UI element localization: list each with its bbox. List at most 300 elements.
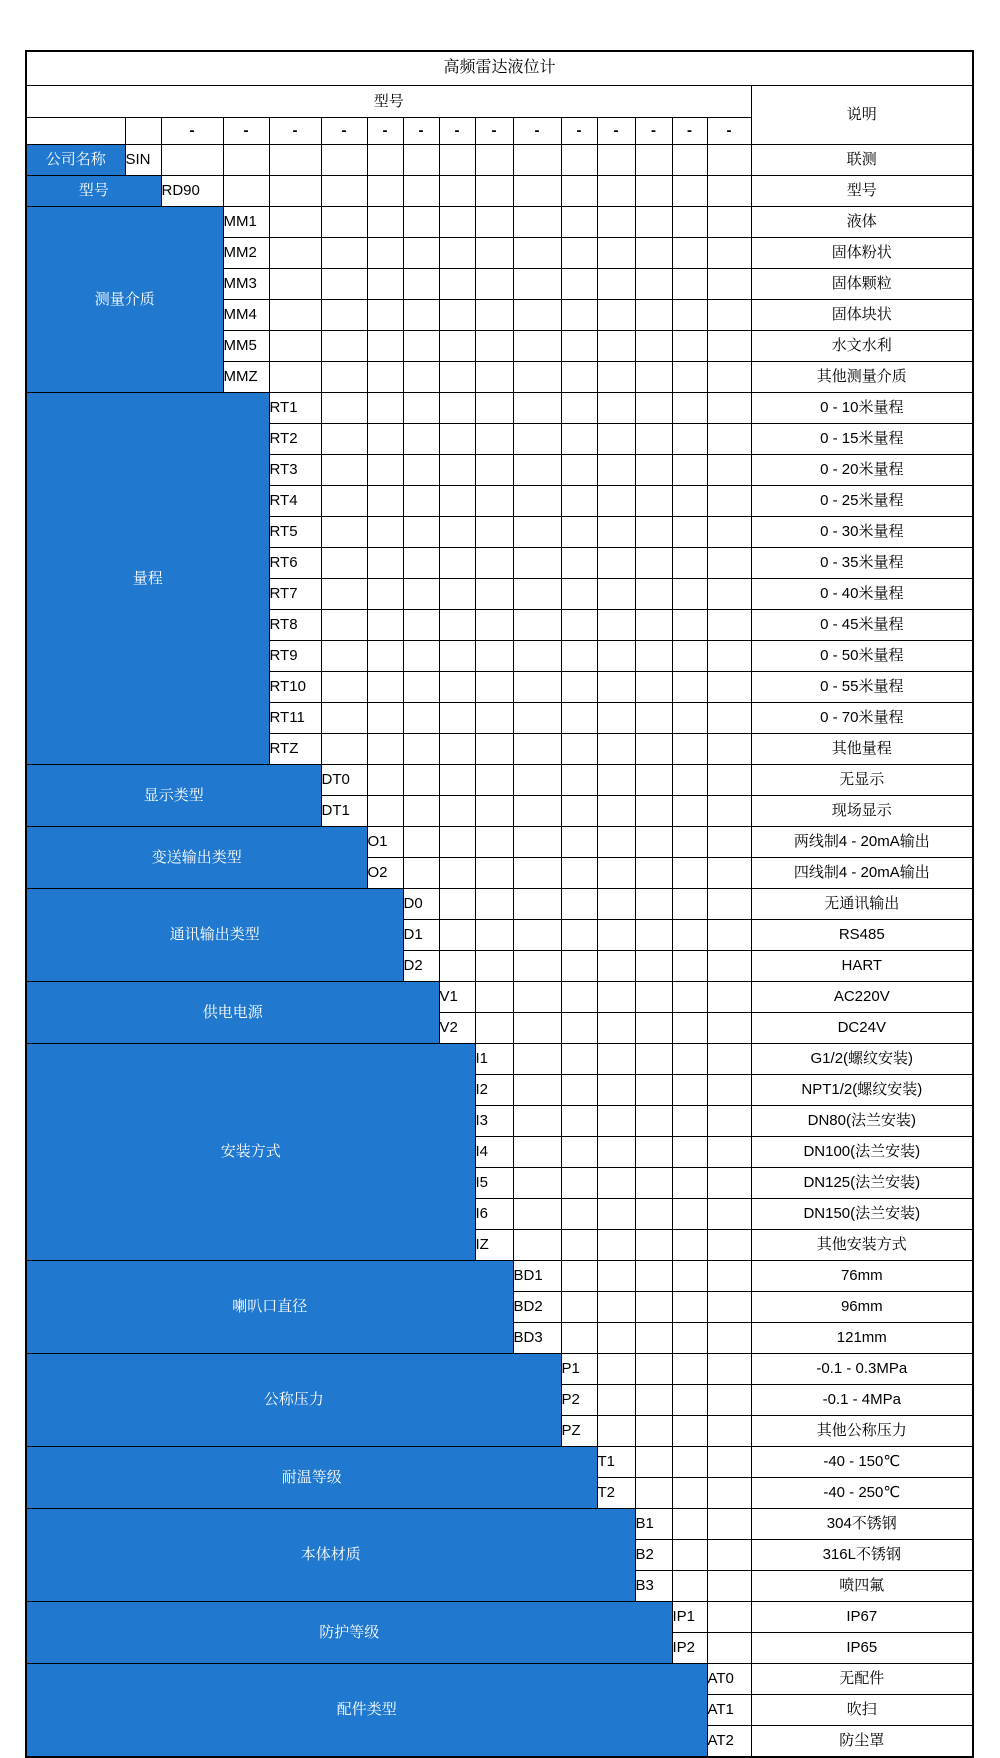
grid-cell-empty — [367, 486, 403, 517]
grid-cell-empty — [635, 1230, 672, 1261]
description-cell: AC220V — [751, 982, 973, 1013]
grid-cell-empty — [561, 424, 597, 455]
grid-cell-empty — [561, 145, 597, 176]
code-cell: IP2 — [672, 1633, 707, 1664]
description-cell: 固体块状 — [751, 300, 973, 331]
grid-cell-empty — [672, 703, 707, 734]
grid-cell-empty — [403, 703, 439, 734]
code-cell: AT1 — [707, 1695, 751, 1726]
code-cell: RT1 — [269, 393, 321, 424]
grid-cell-empty — [707, 238, 751, 269]
grid-cell-empty — [707, 1168, 751, 1199]
grid-cell-empty — [513, 238, 561, 269]
code-cell: I6 — [475, 1199, 513, 1230]
grid-cell-empty — [707, 796, 751, 827]
grid-cell-empty — [597, 548, 635, 579]
code-cell: SIN — [125, 145, 161, 176]
grid-cell-empty — [403, 176, 439, 207]
description-cell: HART — [751, 951, 973, 982]
grid-cell-empty — [707, 486, 751, 517]
grid-cell-empty — [597, 393, 635, 424]
grid-cell-empty — [672, 1230, 707, 1261]
grid-cell-empty — [269, 176, 321, 207]
grid-cell-empty — [561, 641, 597, 672]
code-cell: IP1 — [672, 1602, 707, 1633]
grid-cell-empty — [672, 145, 707, 176]
grid-cell-empty — [403, 579, 439, 610]
grid-cell-empty — [475, 1013, 513, 1044]
grid-cell-empty — [439, 548, 475, 579]
grid-cell-empty — [321, 145, 367, 176]
grid-cell-empty — [561, 765, 597, 796]
grid-cell-empty — [635, 548, 672, 579]
grid-cell-empty — [513, 300, 561, 331]
dash-separator: - — [707, 118, 751, 145]
grid-cell-empty — [269, 331, 321, 362]
description-cell: 四线制4 - 20mA输出 — [751, 858, 973, 889]
grid-cell-empty — [635, 455, 672, 486]
dash-separator: - — [403, 118, 439, 145]
grid-cell-empty — [672, 1261, 707, 1292]
code-cell: RT11 — [269, 703, 321, 734]
grid-cell-empty — [403, 455, 439, 486]
grid-cell-empty — [439, 672, 475, 703]
description-cell: DN150(法兰安装) — [751, 1199, 973, 1230]
description-cell: 121mm — [751, 1323, 973, 1354]
grid-cell-empty — [403, 765, 439, 796]
category-transmitter-output-type: 变送输出类型 — [26, 827, 367, 889]
grid-cell-empty — [439, 610, 475, 641]
grid-cell-empty — [513, 1230, 561, 1261]
code-cell: T2 — [597, 1478, 635, 1509]
grid-cell-empty — [707, 1602, 751, 1633]
table-title: 高频雷达液位计 — [26, 51, 973, 86]
grid-cell-empty — [597, 145, 635, 176]
table-row — [26, 393, 973, 424]
code-cell: I3 — [475, 1106, 513, 1137]
grid-cell-empty — [513, 548, 561, 579]
grid-cell-empty — [635, 920, 672, 951]
grid-cell-empty — [367, 207, 403, 238]
description-cell: 其他安装方式 — [751, 1230, 973, 1261]
grid-cell-empty — [672, 1106, 707, 1137]
description-cell: 现场显示 — [751, 796, 973, 827]
grid-cell-empty — [475, 765, 513, 796]
grid-cell-empty — [513, 362, 561, 393]
grid-cell-empty — [672, 951, 707, 982]
grid-cell-empty — [439, 703, 475, 734]
grid-cell-empty — [561, 672, 597, 703]
grid-cell-empty — [597, 1323, 635, 1354]
grid-cell-empty — [561, 796, 597, 827]
grid-cell-empty — [672, 1509, 707, 1540]
grid-cell-empty — [513, 920, 561, 951]
grid-cell-empty — [635, 362, 672, 393]
grid-cell-empty — [707, 703, 751, 734]
grid-cell-empty — [561, 579, 597, 610]
code-cell: B3 — [635, 1571, 672, 1602]
grid-cell-empty — [635, 238, 672, 269]
grid-cell-empty — [367, 331, 403, 362]
grid-cell-empty — [597, 300, 635, 331]
grid-cell-empty — [672, 765, 707, 796]
code-cell: DT1 — [321, 796, 367, 827]
dash-separator: - — [561, 118, 597, 145]
grid-cell-empty — [707, 1571, 751, 1602]
grid-cell-empty — [635, 1354, 672, 1385]
grid-cell-empty — [513, 1199, 561, 1230]
grid-cell-empty — [513, 331, 561, 362]
grid-cell-empty — [561, 1199, 597, 1230]
table-row — [26, 1664, 973, 1695]
grid-cell-empty — [672, 641, 707, 672]
code-cell: V2 — [439, 1013, 475, 1044]
grid-cell-empty — [707, 269, 751, 300]
grid-cell-empty — [475, 331, 513, 362]
description-cell: 无通讯输出 — [751, 889, 973, 920]
grid-cell-empty — [513, 858, 561, 889]
grid-cell-empty — [707, 1447, 751, 1478]
grid-cell-empty — [597, 269, 635, 300]
grid-cell-empty — [672, 734, 707, 765]
grid-cell-empty — [513, 1137, 561, 1168]
grid-cell-empty — [597, 951, 635, 982]
code-cell: T1 — [597, 1447, 635, 1478]
table-row — [26, 765, 973, 796]
grid-cell-empty — [597, 796, 635, 827]
table-row — [26, 1044, 973, 1075]
code-cell: RTZ — [269, 734, 321, 765]
grid-cell-empty — [269, 145, 321, 176]
grid-cell-empty — [672, 548, 707, 579]
grid-cell-empty — [635, 1385, 672, 1416]
grid-cell-empty — [635, 269, 672, 300]
grid-cell-empty — [321, 641, 367, 672]
category-nominal-pressure: 公称压力 — [26, 1354, 561, 1447]
grid-cell-empty — [707, 362, 751, 393]
grid-cell-empty — [672, 672, 707, 703]
description-cell: 液体 — [751, 207, 973, 238]
table-row — [26, 1447, 973, 1478]
grid-cell-empty — [513, 207, 561, 238]
grid-cell-empty — [635, 734, 672, 765]
grid-cell-empty — [475, 517, 513, 548]
grid-cell-empty — [635, 517, 672, 548]
code-cell: I5 — [475, 1168, 513, 1199]
grid-cell-empty — [672, 1013, 707, 1044]
grid-cell-empty — [321, 517, 367, 548]
grid-cell-empty — [403, 238, 439, 269]
grid-cell-empty — [513, 393, 561, 424]
code-cell: B1 — [635, 1509, 672, 1540]
grid-cell-empty — [439, 393, 475, 424]
grid-cell-empty — [635, 1168, 672, 1199]
grid-cell-empty — [367, 610, 403, 641]
table-row — [26, 889, 973, 920]
description-cell: 其他测量介质 — [751, 362, 973, 393]
grid-cell-empty — [635, 610, 672, 641]
grid-cell-empty — [367, 517, 403, 548]
description-cell: DN100(法兰安装) — [751, 1137, 973, 1168]
grid-cell-empty — [707, 393, 751, 424]
grid-cell-empty — [561, 1292, 597, 1323]
grid-cell-empty — [672, 982, 707, 1013]
table-row — [26, 1261, 973, 1292]
grid-cell-empty — [475, 734, 513, 765]
code-cell: RT10 — [269, 672, 321, 703]
grid-cell-empty — [403, 610, 439, 641]
grid-cell-empty — [439, 951, 475, 982]
grid-cell-empty — [635, 1199, 672, 1230]
grid-cell-empty — [513, 827, 561, 858]
grid-cell-empty — [707, 1106, 751, 1137]
grid-cell-empty — [403, 734, 439, 765]
code-cell: MMZ — [223, 362, 269, 393]
grid-cell-empty — [635, 1106, 672, 1137]
grid-cell-empty — [403, 424, 439, 455]
grid-cell-empty — [439, 734, 475, 765]
grid-cell-empty — [513, 1168, 561, 1199]
grid-cell-empty — [672, 238, 707, 269]
grid-cell-empty — [561, 1168, 597, 1199]
code-cell: O1 — [367, 827, 403, 858]
grid-cell-empty — [635, 703, 672, 734]
grid-cell-empty — [635, 641, 672, 672]
category-installation-type: 安装方式 — [26, 1044, 475, 1261]
grid-cell-empty — [597, 517, 635, 548]
grid-cell-empty — [403, 796, 439, 827]
grid-cell-empty — [403, 548, 439, 579]
grid-cell-empty — [439, 486, 475, 517]
description-cell: 304不锈钢 — [751, 1509, 973, 1540]
grid-cell-empty — [707, 1013, 751, 1044]
description-cell: 0 - 40米量程 — [751, 579, 973, 610]
grid-cell-empty — [672, 858, 707, 889]
grid-cell-empty — [321, 300, 367, 331]
table-row — [26, 207, 973, 238]
grid-cell-empty — [597, 1199, 635, 1230]
grid-cell-empty — [403, 641, 439, 672]
grid-cell-empty — [561, 207, 597, 238]
grid-cell-empty — [672, 1416, 707, 1447]
grid-cell-empty — [672, 1075, 707, 1106]
grid-cell-empty — [403, 517, 439, 548]
category-protection-rating: 防护等级 — [26, 1602, 672, 1664]
grid-cell-empty — [635, 424, 672, 455]
code-cell: RT5 — [269, 517, 321, 548]
grid-cell-empty — [707, 1199, 751, 1230]
description-header: 说明 — [751, 86, 973, 145]
category-temperature-rating: 耐温等级 — [26, 1447, 597, 1509]
grid-cell-empty — [439, 269, 475, 300]
grid-cell-empty — [561, 1261, 597, 1292]
grid-cell-empty — [672, 331, 707, 362]
grid-cell-empty — [672, 207, 707, 238]
grid-cell-empty — [269, 300, 321, 331]
grid-cell-empty — [513, 486, 561, 517]
grid-cell-empty — [707, 1044, 751, 1075]
dash-separator: - — [439, 118, 475, 145]
grid-cell-empty — [439, 145, 475, 176]
grid-cell-empty — [635, 486, 672, 517]
grid-cell-empty — [597, 207, 635, 238]
description-cell: 其他量程 — [751, 734, 973, 765]
grid-cell-empty — [635, 1137, 672, 1168]
grid-cell-empty — [561, 176, 597, 207]
description-cell: G1/2(螺纹安装) — [751, 1044, 973, 1075]
grid-cell-empty — [439, 579, 475, 610]
description-cell: 0 - 30米量程 — [751, 517, 973, 548]
grid-cell-empty — [672, 920, 707, 951]
grid-cell-empty — [635, 827, 672, 858]
grid-cell-empty — [475, 362, 513, 393]
grid-cell-empty — [439, 920, 475, 951]
model-code-header: 型号 — [26, 86, 751, 118]
grid-cell-empty — [321, 269, 367, 300]
category-accessory-type: 配件类型 — [26, 1664, 707, 1758]
description-cell: 吹扫 — [751, 1695, 973, 1726]
grid-cell-empty — [321, 424, 367, 455]
grid-cell-empty — [269, 269, 321, 300]
grid-cell-empty — [321, 734, 367, 765]
grid-cell-empty — [597, 455, 635, 486]
grid-cell-empty — [367, 362, 403, 393]
grid-cell-empty — [672, 1044, 707, 1075]
grid-cell-empty — [403, 486, 439, 517]
grid-cell-empty — [672, 1137, 707, 1168]
dash-separator: - — [672, 118, 707, 145]
grid-cell-empty — [367, 765, 403, 796]
grid-cell-empty — [367, 238, 403, 269]
code-cell: PZ — [561, 1416, 597, 1447]
grid-cell-empty — [635, 765, 672, 796]
grid-cell-empty — [597, 424, 635, 455]
grid-cell-empty — [561, 1013, 597, 1044]
description-cell: 固体颗粒 — [751, 269, 973, 300]
grid-cell-empty — [513, 889, 561, 920]
description-cell: 水文水利 — [751, 331, 973, 362]
grid-cell-empty — [707, 145, 751, 176]
grid-cell-empty — [635, 176, 672, 207]
grid-cell-empty — [561, 300, 597, 331]
grid-cell-empty — [475, 703, 513, 734]
grid-cell-empty — [513, 703, 561, 734]
grid-cell-empty — [403, 331, 439, 362]
grid-cell-empty — [597, 765, 635, 796]
grid-cell-empty — [597, 1044, 635, 1075]
grid-cell-empty — [561, 517, 597, 548]
grid-cell-empty — [561, 920, 597, 951]
table-row — [26, 1509, 973, 1540]
grid-cell-empty — [561, 455, 597, 486]
grid-cell-empty — [367, 393, 403, 424]
code-cell: RT4 — [269, 486, 321, 517]
description-cell: 96mm — [751, 1292, 973, 1323]
description-cell: 喷四氟 — [751, 1571, 973, 1602]
grid-cell-empty — [367, 548, 403, 579]
code-cell: DT0 — [321, 765, 367, 796]
grid-cell-empty — [635, 889, 672, 920]
grid-cell-empty — [475, 424, 513, 455]
grid-cell-empty — [475, 145, 513, 176]
grid-cell-empty — [475, 176, 513, 207]
grid-cell-empty — [707, 641, 751, 672]
grid-cell-empty — [597, 858, 635, 889]
grid-cell-empty — [513, 982, 561, 1013]
grid-cell-empty — [635, 393, 672, 424]
grid-cell-empty — [439, 331, 475, 362]
grid-cell-empty — [561, 827, 597, 858]
grid-cell-empty — [475, 889, 513, 920]
grid-cell-empty — [672, 1292, 707, 1323]
grid-cell-empty — [321, 703, 367, 734]
grid-cell-empty — [403, 858, 439, 889]
grid-cell-empty — [597, 1230, 635, 1261]
grid-cell-empty — [439, 641, 475, 672]
grid-cell-empty — [561, 889, 597, 920]
grid-cell-empty — [635, 1261, 672, 1292]
grid-cell-empty — [475, 796, 513, 827]
grid-cell-empty — [597, 1292, 635, 1323]
table-row — [26, 1354, 973, 1385]
description-cell: 无显示 — [751, 765, 973, 796]
grid-cell-empty — [367, 796, 403, 827]
dash-separator: - — [269, 118, 321, 145]
grid-cell-empty — [403, 362, 439, 393]
category-display-type: 显示类型 — [26, 765, 321, 827]
grid-cell-empty — [321, 207, 367, 238]
grid-cell-empty — [597, 920, 635, 951]
code-cell: P1 — [561, 1354, 597, 1385]
category-communication-output-type: 通讯输出类型 — [26, 889, 403, 982]
grid-cell-empty — [707, 548, 751, 579]
grid-cell-empty — [635, 1075, 672, 1106]
grid-cell-empty — [707, 1261, 751, 1292]
grid-cell-empty — [475, 238, 513, 269]
description-cell: 316L不锈钢 — [751, 1540, 973, 1571]
grid-cell-empty — [513, 951, 561, 982]
grid-cell-empty — [439, 765, 475, 796]
dash-row-empty-cell — [26, 118, 125, 145]
grid-cell-empty — [707, 827, 751, 858]
grid-cell-empty — [635, 796, 672, 827]
grid-cell-empty — [635, 1013, 672, 1044]
code-cell: AT2 — [707, 1726, 751, 1758]
grid-cell-empty — [635, 579, 672, 610]
code-cell: RT2 — [269, 424, 321, 455]
grid-cell-empty — [439, 796, 475, 827]
grid-cell-empty — [439, 858, 475, 889]
grid-cell-empty — [635, 858, 672, 889]
grid-cell-empty — [475, 641, 513, 672]
category-company-name: 公司名称 — [26, 145, 125, 176]
grid-cell-empty — [561, 238, 597, 269]
grid-cell-empty — [672, 1385, 707, 1416]
grid-cell-empty — [367, 145, 403, 176]
grid-cell-empty — [672, 1571, 707, 1602]
grid-cell-empty — [707, 1230, 751, 1261]
description-cell: 0 - 20米量程 — [751, 455, 973, 486]
description-cell: DN125(法兰安装) — [751, 1168, 973, 1199]
grid-cell-empty — [597, 1075, 635, 1106]
grid-cell-empty — [403, 207, 439, 238]
grid-cell-empty — [367, 176, 403, 207]
description-cell: -40 - 150℃ — [751, 1447, 973, 1478]
grid-cell-empty — [561, 982, 597, 1013]
grid-cell-empty — [513, 424, 561, 455]
code-cell: D0 — [403, 889, 439, 920]
grid-cell-empty — [513, 1106, 561, 1137]
